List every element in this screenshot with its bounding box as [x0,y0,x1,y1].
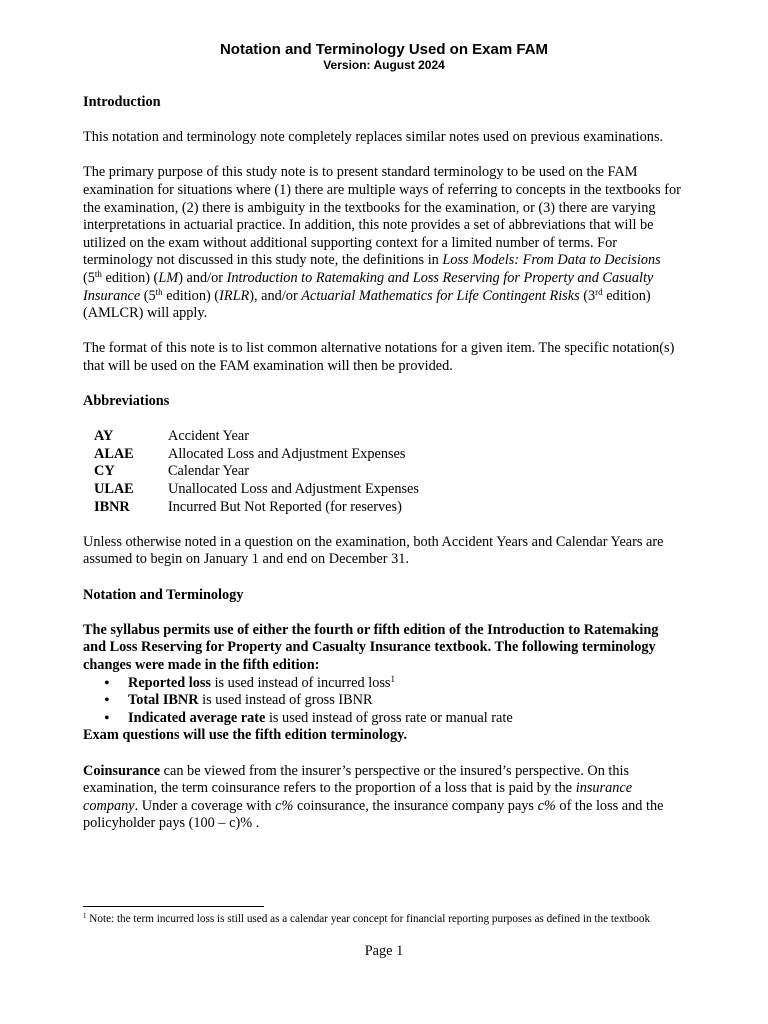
document-body [83,94,683,833]
book-abbreviation-irlr: IRLR [219,287,250,304]
abbreviations-heading: Abbreviations [83,393,170,410]
footnote-mark: 1 [83,912,87,920]
edition-superscript: th [155,286,163,297]
change-description: is used instead of gross rate or manual rate [265,709,513,726]
page-number: Page 1 [364,943,404,959]
change-term: Reported loss [128,674,211,691]
introduction-paragraph-2 [83,164,683,322]
year-convention-paragraph: Unless otherwise noted in a question on the examination, both Accident Years and Calendar Years are assumed to begin on January 1 and end on December 31. [83,533,664,568]
coinsurance-variable: c% [537,797,556,814]
coinsurance-formula: (100 – c)% [188,815,253,832]
edition-superscript: rd [595,286,603,297]
syllabus-paragraph: The syllabus permits use of either the fourth or fifth edition of the Introduction to Ratemaking and Loss Reserving for Property and Casualty Insurance textbook. The following terminology changes were made in the fifth edition: [83,621,659,673]
abbreviation-row [94,499,683,517]
document-title: Notation and Terminology Used on Exam FAM [219,41,549,58]
abbreviation-term: AY [94,428,114,445]
coinsurance-text: can be viewed from the insurer’s perspective or the insured’s perspective. On this examination, the term coinsurance refers to the proportion of a loss that is paid by the [83,762,630,797]
coinsurance-paragraph [83,763,683,833]
change-description: is used instead of gross IBNR [198,692,373,709]
edition-text: (5 [83,269,95,286]
footnote-text: Note: the term incurred loss is still used as a calendar year concept for financial reporting purposes as defined in the textbook [86,913,651,925]
introduction-paragraph-1: This notation and terminology note completely replaces similar notes used on previous examinations. [83,129,664,146]
change-term: Total IBNR [128,692,199,709]
abbreviation-term: IBNR [94,498,130,515]
coinsurance-text: . [252,815,260,832]
terminology-changes-list [83,675,683,728]
coinsurance-emphasis: insurance company [83,780,633,814]
abbreviation-row [94,428,683,446]
list-item [128,675,683,693]
book-title-loss-models: Loss Models: From Data to Decisions [442,252,661,269]
abbreviation-meaning: Calendar Year [168,463,249,480]
introduction-paragraph-3: The format of this note is to list common alternative notations for a given item. The specific notation(s) that will be used on the FAM examination will then be provided. [83,340,675,374]
change-term: Indicated average rate [128,709,266,726]
connector-text: ) and/or [178,269,227,286]
abbreviation-term: CY [94,463,115,480]
book-title-irlr: Introduction to Ratemaking and Loss Reserving for Property and Casualty Insurance [83,269,654,304]
purpose-text: The primary purpose of this study note is to present standard terminology to be used on the FAM examination for situations where (1) there are multiple ways of referring to concepts in the textbooks for the examination, (2) there is ambiguity in the textbooks for the examination, or (3) there are varying interpretations in actuarial practice. In addition, this note provides a set of abbreviations that will be utilized on the exam without additional supporting context for a limited number of terms. For terminology not discussed in this study note, the definitions in [83,164,681,269]
abbreviation-meaning: Unallocated Loss and Adjustment Expenses [168,481,419,498]
abbreviations-list [94,428,683,516]
abbreviation-term: ULAE [94,481,134,498]
book-abbreviation-lm: LM [158,269,179,286]
document-version: Version: August 2024 [323,58,445,72]
footnote-reference: 1 [390,673,395,684]
coinsurance-text: coinsurance, the insurance company pays [293,797,538,814]
abbreviation-meaning: Allocated Loss and Adjustment Expenses [168,445,406,462]
edition-superscript: th [94,268,102,279]
abbreviation-meaning: Accident Year [168,428,249,445]
coinsurance-term: Coinsurance [83,762,161,779]
edition-text: (5 [140,287,156,304]
coinsurance-text: of the loss and the policyholder pays [83,797,664,832]
edition-text: edition) ( [162,287,220,304]
list-item [128,710,683,728]
connector-text: ), and/or [249,287,302,304]
abbreviation-row [94,463,683,481]
coinsurance-variable: c% [275,797,294,814]
notation-heading: Notation and Terminology [83,586,244,603]
edition-text: (3 [579,287,596,304]
change-description: is used instead of incurred loss [211,674,391,691]
edition-text: edition) ( [101,269,159,286]
abbreviation-row [94,481,683,499]
introduction-heading: Introduction [83,94,161,110]
book-title-amlcr: Actuarial Mathematics for Life Contingent Risks [301,287,580,304]
edition-text: edition) (AMLCR) will apply. [83,287,651,322]
abbreviation-row [94,446,683,464]
abbreviation-meaning: Incurred But Not Reported (for reserves) [168,498,402,515]
abbreviation-term: ALAE [94,445,134,462]
fifth-edition-statement: Exam questions will use the fifth edition terminology. [83,727,408,744]
footnote [83,912,713,926]
coinsurance-text: . Under a coverage with [134,797,276,814]
footnote-separator [83,906,264,907]
list-item [128,692,683,710]
